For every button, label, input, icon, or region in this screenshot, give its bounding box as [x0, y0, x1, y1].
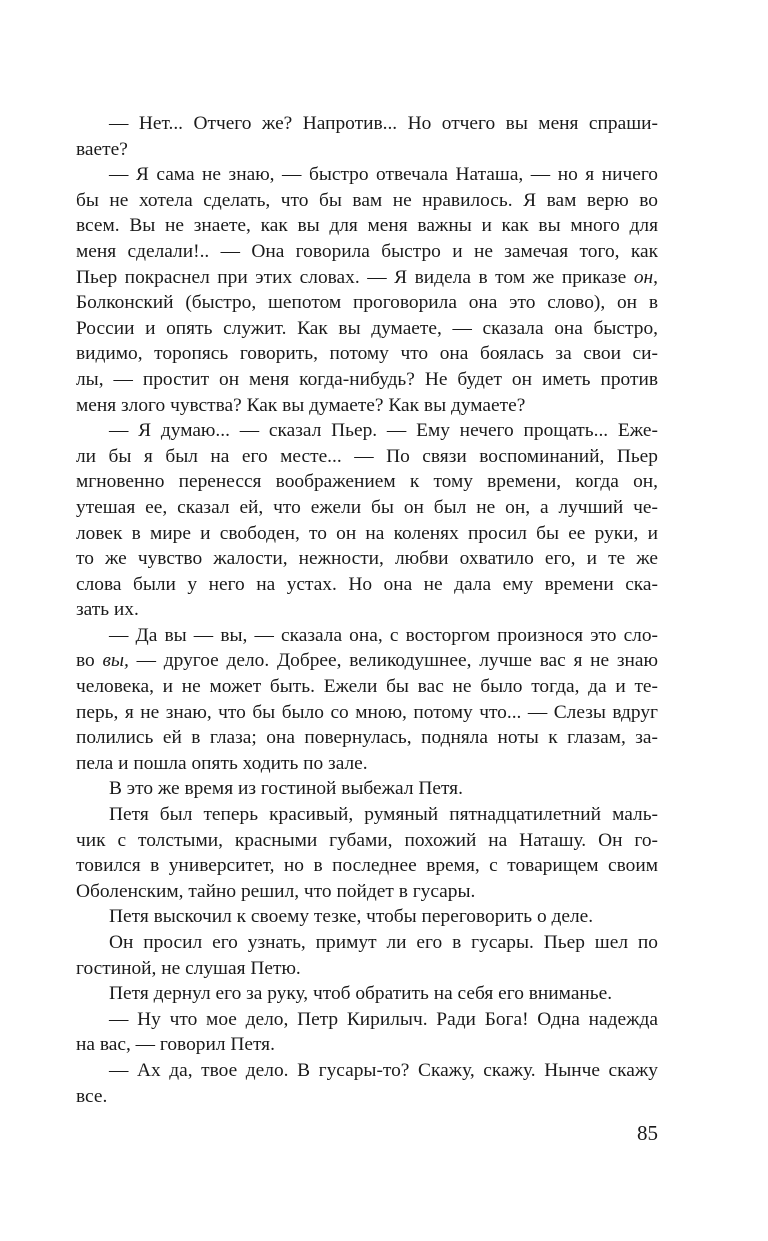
text-line: — Я сама не знаю, — быстро отвечала Наташа, — но я ничего — [109, 164, 658, 186]
text-line: слова были у него на устах. Но она не дала ему времени ска- — [76, 573, 658, 595]
text-line: Пьер покраснел при этих словах. — Я видела в том же приказе он, — [76, 266, 658, 288]
text-line: России и опять служит. Как вы думаете, — сказала она быстро, — [76, 317, 658, 339]
text-line: ваете? — [76, 138, 128, 160]
text-line: всем. Вы не знаете, как вы для меня важны и как вы много для — [76, 215, 658, 237]
text-line: Болконский (быстро, шепотом проговорила она это слово), он в — [76, 292, 658, 314]
text-line: пела и пошла опять ходить по зале. — [76, 752, 368, 774]
text-line: все. — [76, 1085, 108, 1107]
text-line: — Ну что мое дело, Петр Кирилыч. Ради Бога! Одна надежда — [109, 1008, 658, 1030]
text-line: гостиной, не слушая Петю. — [76, 957, 301, 979]
text-line: — Я думаю... — сказал Пьер. — Ему нечего прощать... Еже- — [109, 420, 658, 442]
text-line: Он просил его узнать, примут ли его в гусары. Пьер шел по — [109, 932, 658, 953]
text-line: Петя дернул его за руку, чтоб обратить на себя его вниманье. — [109, 983, 613, 1005]
text-line: В это же время из гостиной выбежал Петя. — [109, 778, 463, 800]
text-line: утешая ее, сказал ей, что ежели бы он был не он, а лучший че- — [76, 496, 658, 518]
text-line: чик с толстыми, красными губами, похожий на Наташу. Он го- — [76, 829, 658, 851]
text-line: ли бы я был на его месте... — По связи воспоминаний, Пьер — [76, 445, 658, 467]
text-line: — Да вы — вы, — сказала она, с восторгом произнося это сло- — [109, 624, 658, 646]
page-text — [76, 111, 658, 1109]
text-line: человека, и не может быть. Ежели бы вас не было тогда, да и те- — [76, 676, 658, 698]
text-line: Петя выскочил к своему тезке, чтобы переговорить о деле. — [109, 906, 594, 928]
text-line: перь, я не знаю, что бы было со мною, потому что... — Слезы вдруг — [76, 701, 658, 723]
text-line: меня сделали!.. — Она говорила быстро и не замечая того, как — [76, 240, 658, 262]
text-line: Оболенским, тайно решил, что пойдет в гусары. — [76, 880, 476, 902]
text-line: — Ах да, твое дело. В гусары-то? Скажу, скажу. Нынче скажу — [109, 1059, 658, 1081]
text-line: зать их. — [76, 599, 139, 621]
text-line: меня злого чувства? Как вы думаете? Как вы думаете? — [76, 394, 526, 416]
text-line: Петя был теперь красивый, румяный пятнадцатилетний маль- — [109, 804, 658, 826]
text-line: на вас, — говорил Петя. — [76, 1034, 275, 1056]
text-line: бы не хотела сделать, что бы вам не нравилось. Я вам верю во — [76, 189, 658, 211]
text-line: видимо, торопясь говорить, потому что она боялась за свои си- — [76, 343, 658, 365]
text-line: полились ей в глаза; она повернулась, подняла ноты к глазам, за- — [76, 727, 658, 749]
page-number: 85 — [637, 1121, 658, 1145]
text-line: мгновенно перенесся воображением к тому времени, когда он, — [76, 471, 658, 493]
text-line: товился в университет, но в последнее время, с товарищем своим — [76, 855, 658, 877]
text-line: лы, — простит он меня когда-нибудь? Не будет он иметь против — [76, 368, 658, 390]
text-line: то же чувство жалости, нежности, любви охватило его, и те же — [76, 548, 658, 570]
text-line: — Нет... Отчего же? Напротив... Но отчего вы меня спраши- — [109, 113, 658, 134]
text-line: во вы, — другое дело. Добрее, великодушнее, лучше вас я не знаю — [76, 650, 658, 672]
text-line: ловек в мире и свободен, то он на коленях просил бы ее руки, и — [76, 522, 658, 544]
